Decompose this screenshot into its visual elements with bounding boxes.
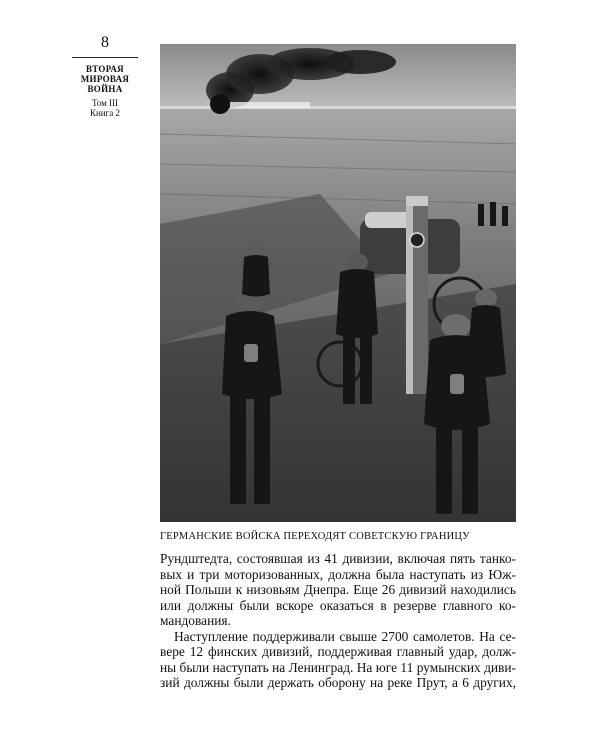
paragraph	[160, 551, 516, 629]
text-line: вере 12 финских дивизий, поддерживая главный удар, долж-	[160, 644, 516, 659]
border-post	[406, 196, 428, 394]
body-text	[160, 551, 516, 691]
text-line: Наступление поддерживали свыше 2700 самолетов. На се-	[174, 628, 516, 644]
book-label: Книга 2	[89, 108, 121, 118]
text-line: ной Польши к низовьям Днепра. Еще 26 дивизий находились	[160, 582, 516, 597]
series-title	[72, 64, 138, 94]
war-photograph	[160, 44, 516, 522]
text-line: мандования.	[160, 613, 231, 628]
series-title-line: МИРОВАЯ	[80, 74, 130, 84]
photo-caption: ГЕРМАНСКИЕ ВОЙСКА ПЕРЕХОДЯТ СОВЕТСКУЮ ГРАНИЦУ	[160, 531, 470, 542]
text-line: ны были наступать на Ленинград. На юге 11 румынских диви-	[160, 659, 516, 675]
series-title-line: ВТОРАЯ	[86, 64, 124, 74]
text-line: вых и три моторизованных, должна была наступать из Юж-	[160, 566, 516, 582]
photo-illustration	[160, 44, 516, 522]
page-number: 8	[101, 34, 109, 51]
text-line: или должны были вскоре оказаться в резерве главного ко-	[160, 597, 516, 613]
margin-header	[72, 34, 138, 118]
text-line: Рундштедта, состоявшая из 41 дивизии, включая пять танко-	[160, 551, 516, 566]
header-rule	[72, 57, 138, 58]
text-line: зий должны были держать оборону на реке Прут, а 6 других,	[160, 675, 516, 690]
paragraph	[160, 629, 516, 691]
volume-label: Том III	[91, 98, 119, 108]
series-title-line: ВОЙНА	[87, 84, 123, 94]
volume-info	[72, 98, 138, 118]
